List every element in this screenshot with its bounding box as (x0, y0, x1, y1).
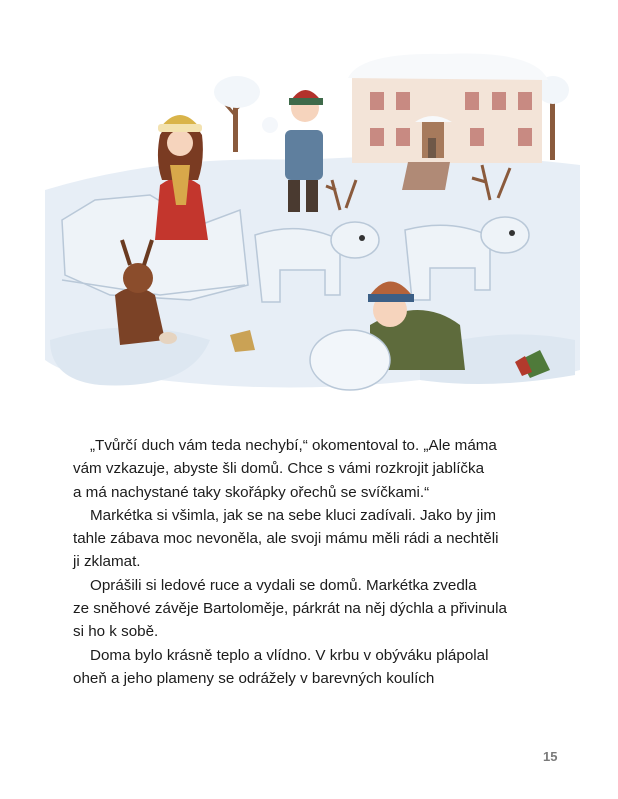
text-line: a má nachystané taky skořápky ořechů se svíčkami.“ (73, 483, 430, 501)
winter-illustration (40, 40, 585, 400)
text-line: vám vzkazuje, abyste šli domů. Chce s vámi rozkrojit jablíčka (73, 460, 485, 478)
tree-left (214, 76, 260, 152)
text-line: „Tvůrčí duch vám teda nechybí,“ okomentoval to. „Ale máma (90, 437, 497, 454)
paragraph-4 (73, 644, 573, 691)
story-text (73, 434, 573, 690)
paragraph-2 (73, 504, 573, 574)
text-line: oheň a jeho plameny se odrážely v barevných koulích (73, 669, 435, 687)
page-number: 15 (543, 749, 558, 764)
text-line: ji zklamat. (73, 553, 141, 571)
paragraph-1 (73, 434, 573, 504)
text-line: ze sněhové závěje Bartoloměje, párkrát na něj dýchla a přivinula (73, 600, 507, 618)
paragraph-3 (73, 574, 573, 644)
text-line: Doma bylo krásně teplo a vlídno. V krbu v obýváku plápolal (90, 646, 489, 664)
text-line: si ho k sobě. (73, 623, 159, 641)
text-line: Markétka si všimla, jak se na sebe kluci zadívali. Jako by jim (90, 506, 496, 524)
text-line: tahle zábava moc nevoněla, ale svoji mámu měli rádi a nechtěli (73, 530, 499, 548)
text-line: Oprášili si ledové ruce a vydali se domů. Markétka zvedla (90, 576, 477, 594)
